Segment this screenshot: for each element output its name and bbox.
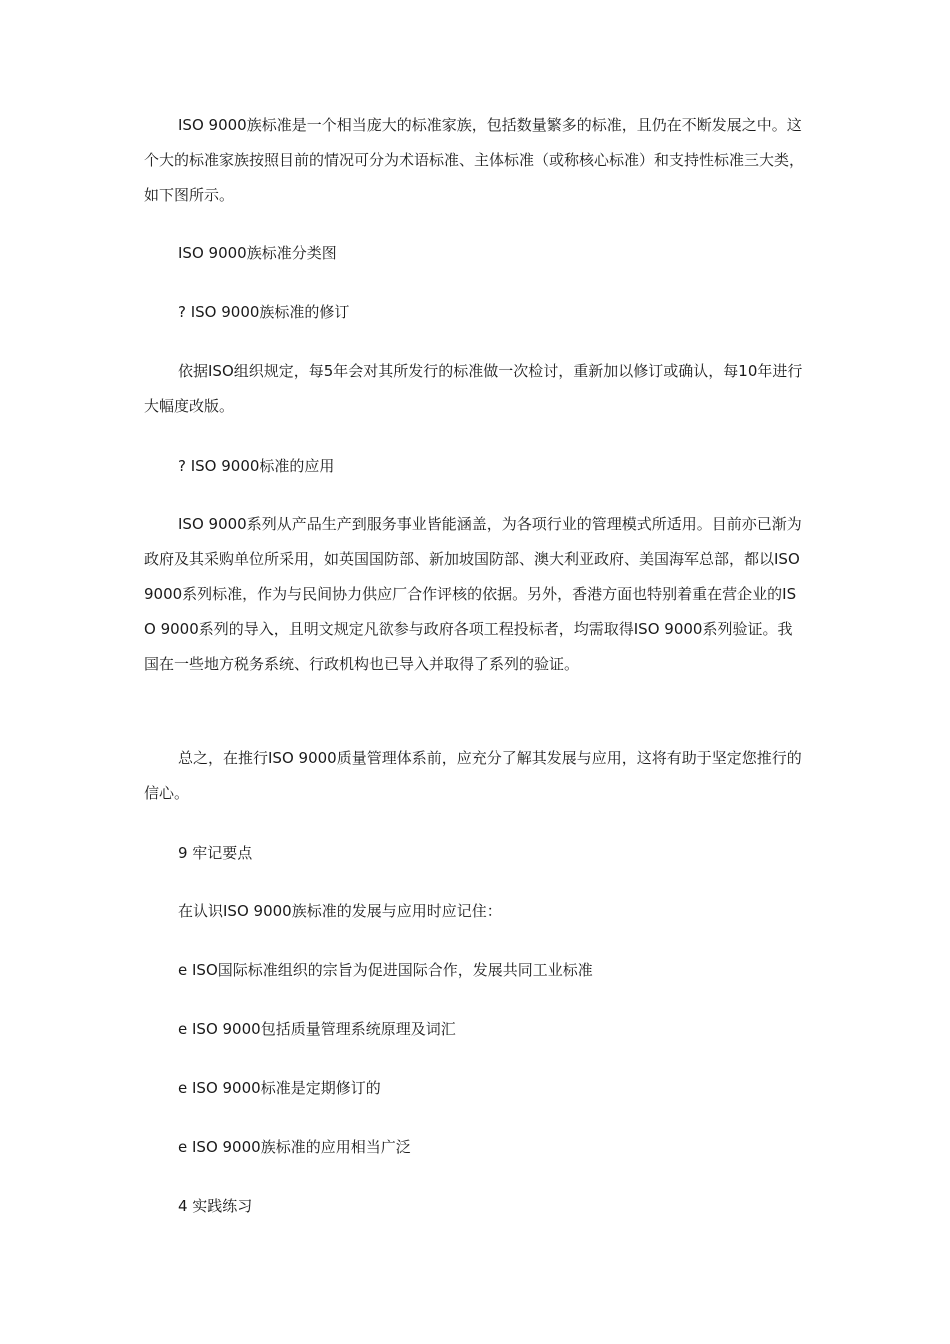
application-paragraph: ISO 9000系列从产品生产到服务事业皆能涵盖，为各项行业的管理模式所适用。目前亦已渐为政府及其采购单位所采用，如英国国防部、新加坡国防部、澳大利亚政府、美国海军总部，都以ISO 9000系列标准，作为与民间协力供应厂合作评核的依据。另外，香港方面也特别着重在营企业的ISO 9000系列的导入，且明文规定凡欲参与政府各项工程投标者，均需取得ISO 9000系列验证。我国在一些地方税务系统、行政机构也已导入并取得了系列的验证。 <box>144 515 802 673</box>
section-heading-revision: ? ISO 9000族标准的修订 <box>178 303 350 321</box>
keypoints-intro: 在认识ISO 9000族标准的发展与应用时应记住： <box>178 902 502 920</box>
revision-paragraph: 依据ISO组织规定，每5年会对其所发行的标准做一次检讨，重新加以修订或确认，每10年进行大幅度改版。 <box>144 362 803 415</box>
intro-paragraph: ISO 9000族标准是一个相当庞大的标准家族，包括数量繁多的标准，且仍在不断发展之中。这个大的标准家族按照目前的情况可分为术语标准、主体标准（或称核心标准）和支持性标准三大类，如下图所示。 <box>144 116 805 204</box>
keypoint-item: e ISO 9000标准是定期修订的 <box>178 1079 381 1097</box>
keypoint-item: e ISO 9000族标准的应用相当广泛 <box>178 1138 411 1156</box>
summary-paragraph: 总之，在推行ISO 9000质量管理体系前，应充分了解其发展与应用，这将有助于坚定您推行的信心。 <box>144 749 802 802</box>
keypoint-item: e ISO国际标准组织的宗旨为促进国际合作，发展共同工业标准 <box>178 961 593 979</box>
section-heading-practice: 4 实践练习 <box>178 1197 253 1215</box>
figure-caption: ISO 9000族标准分类图 <box>178 244 337 262</box>
section-heading-application: ? ISO 9000标准的应用 <box>178 457 335 475</box>
keypoint-item: e ISO 9000包括质量管理系统原理及词汇 <box>178 1020 456 1038</box>
section-heading-keypoints: 9 牢记要点 <box>178 844 253 862</box>
